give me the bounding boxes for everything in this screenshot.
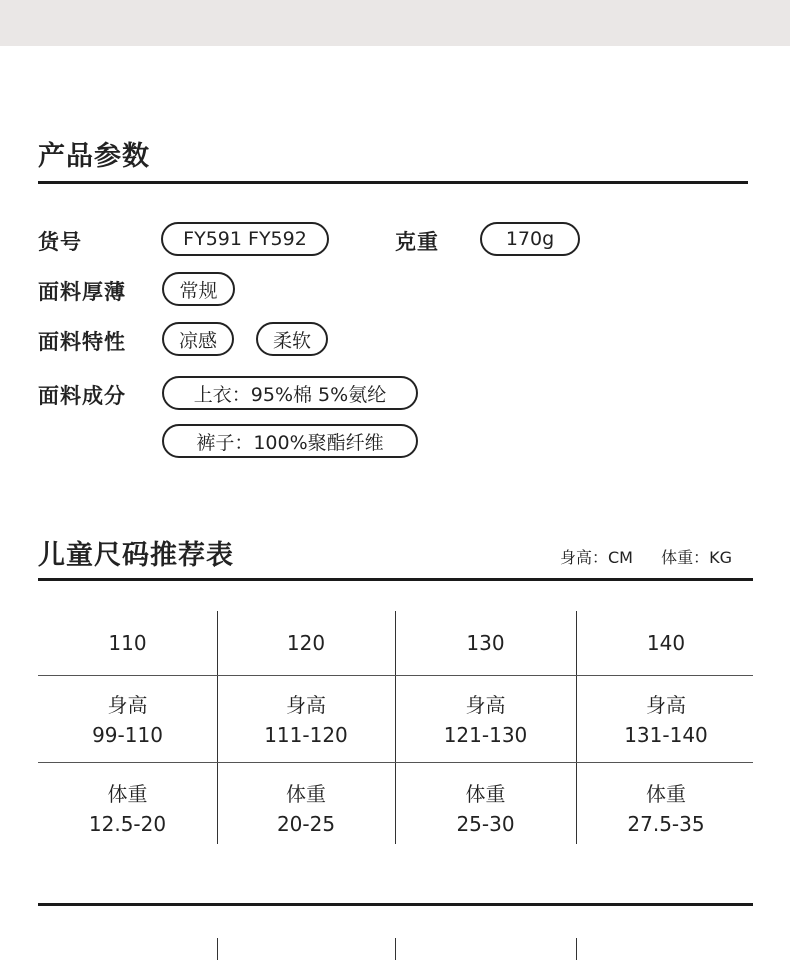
weight-label: 体重 bbox=[107, 782, 148, 806]
property-tag: 凉感 bbox=[162, 322, 234, 356]
height-cell bbox=[576, 690, 756, 750]
weight-range: 20-25 bbox=[276, 812, 336, 836]
weight-value: 170g bbox=[480, 222, 580, 256]
weight-cell bbox=[217, 779, 395, 839]
weight-label: 体重 bbox=[465, 782, 506, 806]
height-cell bbox=[395, 690, 576, 750]
composition-top: 上衣：95%棉 5%氨纶 bbox=[162, 376, 418, 410]
weight-cell bbox=[38, 779, 217, 839]
properties-label: 面料特性 bbox=[38, 330, 126, 354]
weight-label: 体重 bbox=[646, 782, 686, 806]
unit-weight: 体重：KG bbox=[661, 548, 733, 567]
height-label: 身高 bbox=[646, 693, 686, 717]
weight-cell bbox=[576, 779, 756, 839]
height-label: 身高 bbox=[465, 693, 506, 717]
weight-cell bbox=[395, 779, 576, 839]
height-cell bbox=[217, 690, 395, 750]
params-divider bbox=[38, 181, 748, 184]
size-header: 110 bbox=[108, 631, 147, 655]
size-chart-divider bbox=[38, 578, 753, 581]
height-cell bbox=[38, 690, 217, 750]
size-header: 140 bbox=[646, 631, 686, 655]
height-range: 111-120 bbox=[264, 723, 348, 747]
weight-range: 27.5-35 bbox=[627, 812, 705, 836]
table-row-divider bbox=[38, 762, 753, 763]
size-chart-title: 儿童尺码推荐表 bbox=[38, 540, 234, 571]
next-section-divider bbox=[38, 903, 753, 906]
composition-pants: 裤子：100%聚酯纤维 bbox=[162, 424, 418, 458]
height-range: 99-110 bbox=[92, 723, 163, 747]
item-no-value: FY591 FY592 bbox=[161, 222, 329, 256]
table-col-divider bbox=[395, 938, 396, 960]
table-col-divider bbox=[217, 938, 218, 960]
thickness-value: 常规 bbox=[162, 272, 235, 306]
table-col-divider bbox=[576, 938, 577, 960]
unit-height: 身高：CM bbox=[560, 548, 633, 567]
height-range: 131-140 bbox=[624, 723, 708, 747]
height-label: 身高 bbox=[107, 693, 148, 717]
property-tag: 柔软 bbox=[256, 322, 328, 356]
top-banner-band bbox=[0, 0, 790, 46]
size-header: 120 bbox=[286, 631, 326, 655]
composition-label: 面料成分 bbox=[38, 384, 126, 408]
item-no-label: 货号 bbox=[38, 230, 82, 254]
weight-range: 12.5-20 bbox=[88, 812, 167, 836]
params-title: 产品参数 bbox=[38, 141, 150, 172]
unit-note bbox=[560, 545, 732, 568]
thickness-label: 面料厚薄 bbox=[38, 280, 126, 304]
height-label: 身高 bbox=[286, 693, 326, 717]
table-row-divider bbox=[38, 675, 753, 676]
weight-label: 克重 bbox=[395, 230, 439, 254]
size-header: 130 bbox=[466, 631, 505, 655]
height-range: 121-130 bbox=[443, 723, 528, 747]
weight-label: 体重 bbox=[286, 782, 326, 806]
weight-range: 25-30 bbox=[456, 812, 515, 836]
